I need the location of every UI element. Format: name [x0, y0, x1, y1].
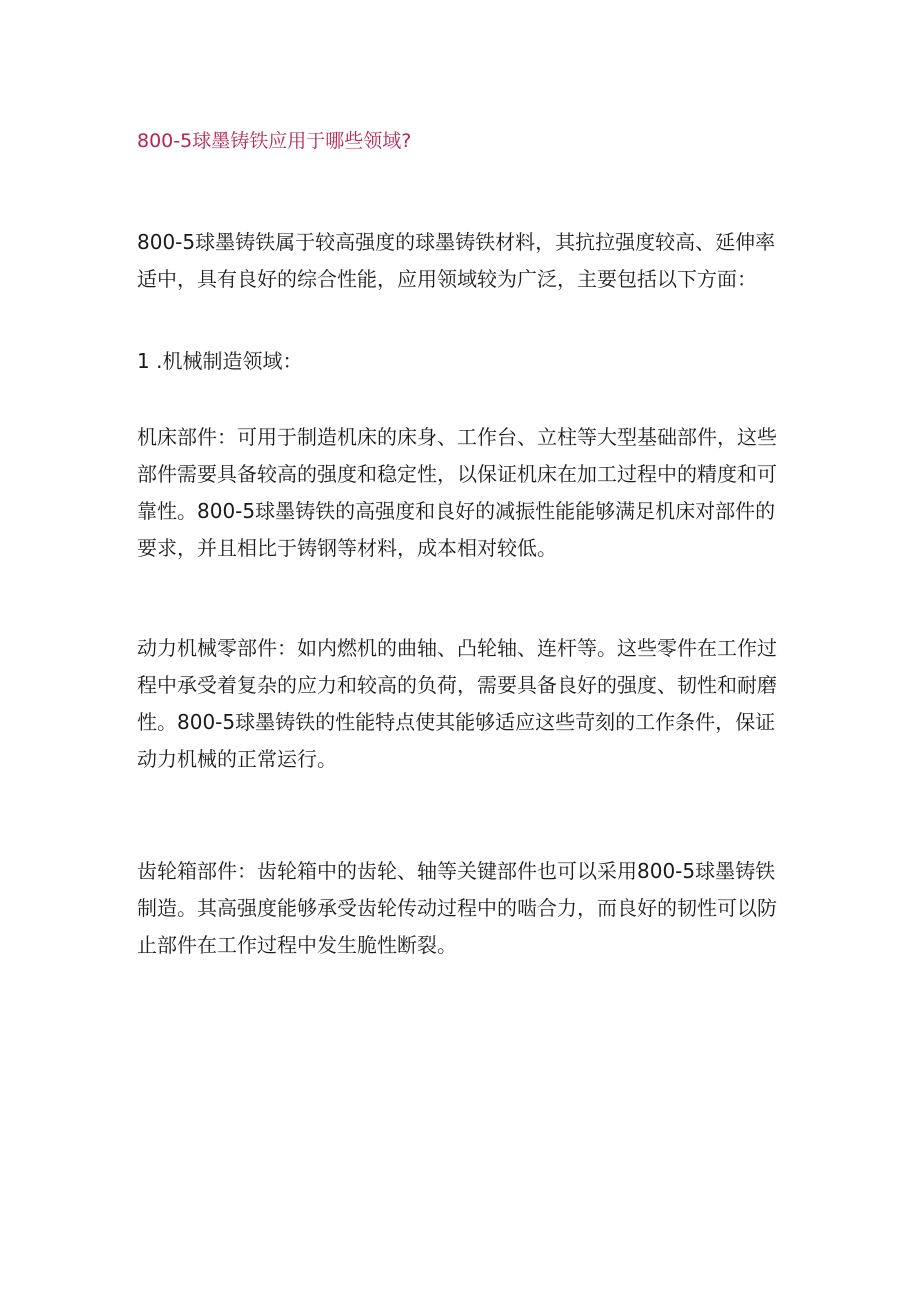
section-heading: 1 .机械制造领域： — [137, 349, 303, 373]
document-title: 800-5球墨铸铁应用于哪些领域? — [137, 130, 412, 152]
paragraph-machine-tool-parts: 机床部件：可用于制造机床的床身、工作台、立柱等大型基础部件，这些部件需要具备较高的强度和稳定性，以保证机床在加工过程中的精度和可靠性。800-5球墨铸铁的高强度和良好的减振性能能够满足机床对部件的要求，并且相比于铸钢等材料，成本相对较低。 — [137, 425, 777, 560]
paragraph-power-machinery-parts: 动力机械零部件：如内燃机的曲轴、凸轮轴、连杆等。这些零件在工作过程中承受着复杂的应力和较高的负荷，需要具备良好的强度、韧性和耐磨性。800-5球墨铸铁的性能特点使其能够适应这些苛刻的工作条件，保证动力机械的正常运行。 — [137, 636, 777, 771]
intro-paragraph: 800-5球墨铸铁属于较高强度的球墨铸铁材料，其抗拉强度较高、延伸率适中，具有良好的综合性能，应用领域较为广泛，主要包括以下方面： — [137, 230, 776, 291]
paragraph-gearbox-parts: 齿轮箱部件：齿轮箱中的齿轮、轴等关键部件也可以采用800-5球墨铸铁制造。其高强度能够承受齿轮传动过程中的啮合力，而良好的韧性可以防止部件在工作过程中发生脆性断裂。 — [137, 859, 777, 957]
